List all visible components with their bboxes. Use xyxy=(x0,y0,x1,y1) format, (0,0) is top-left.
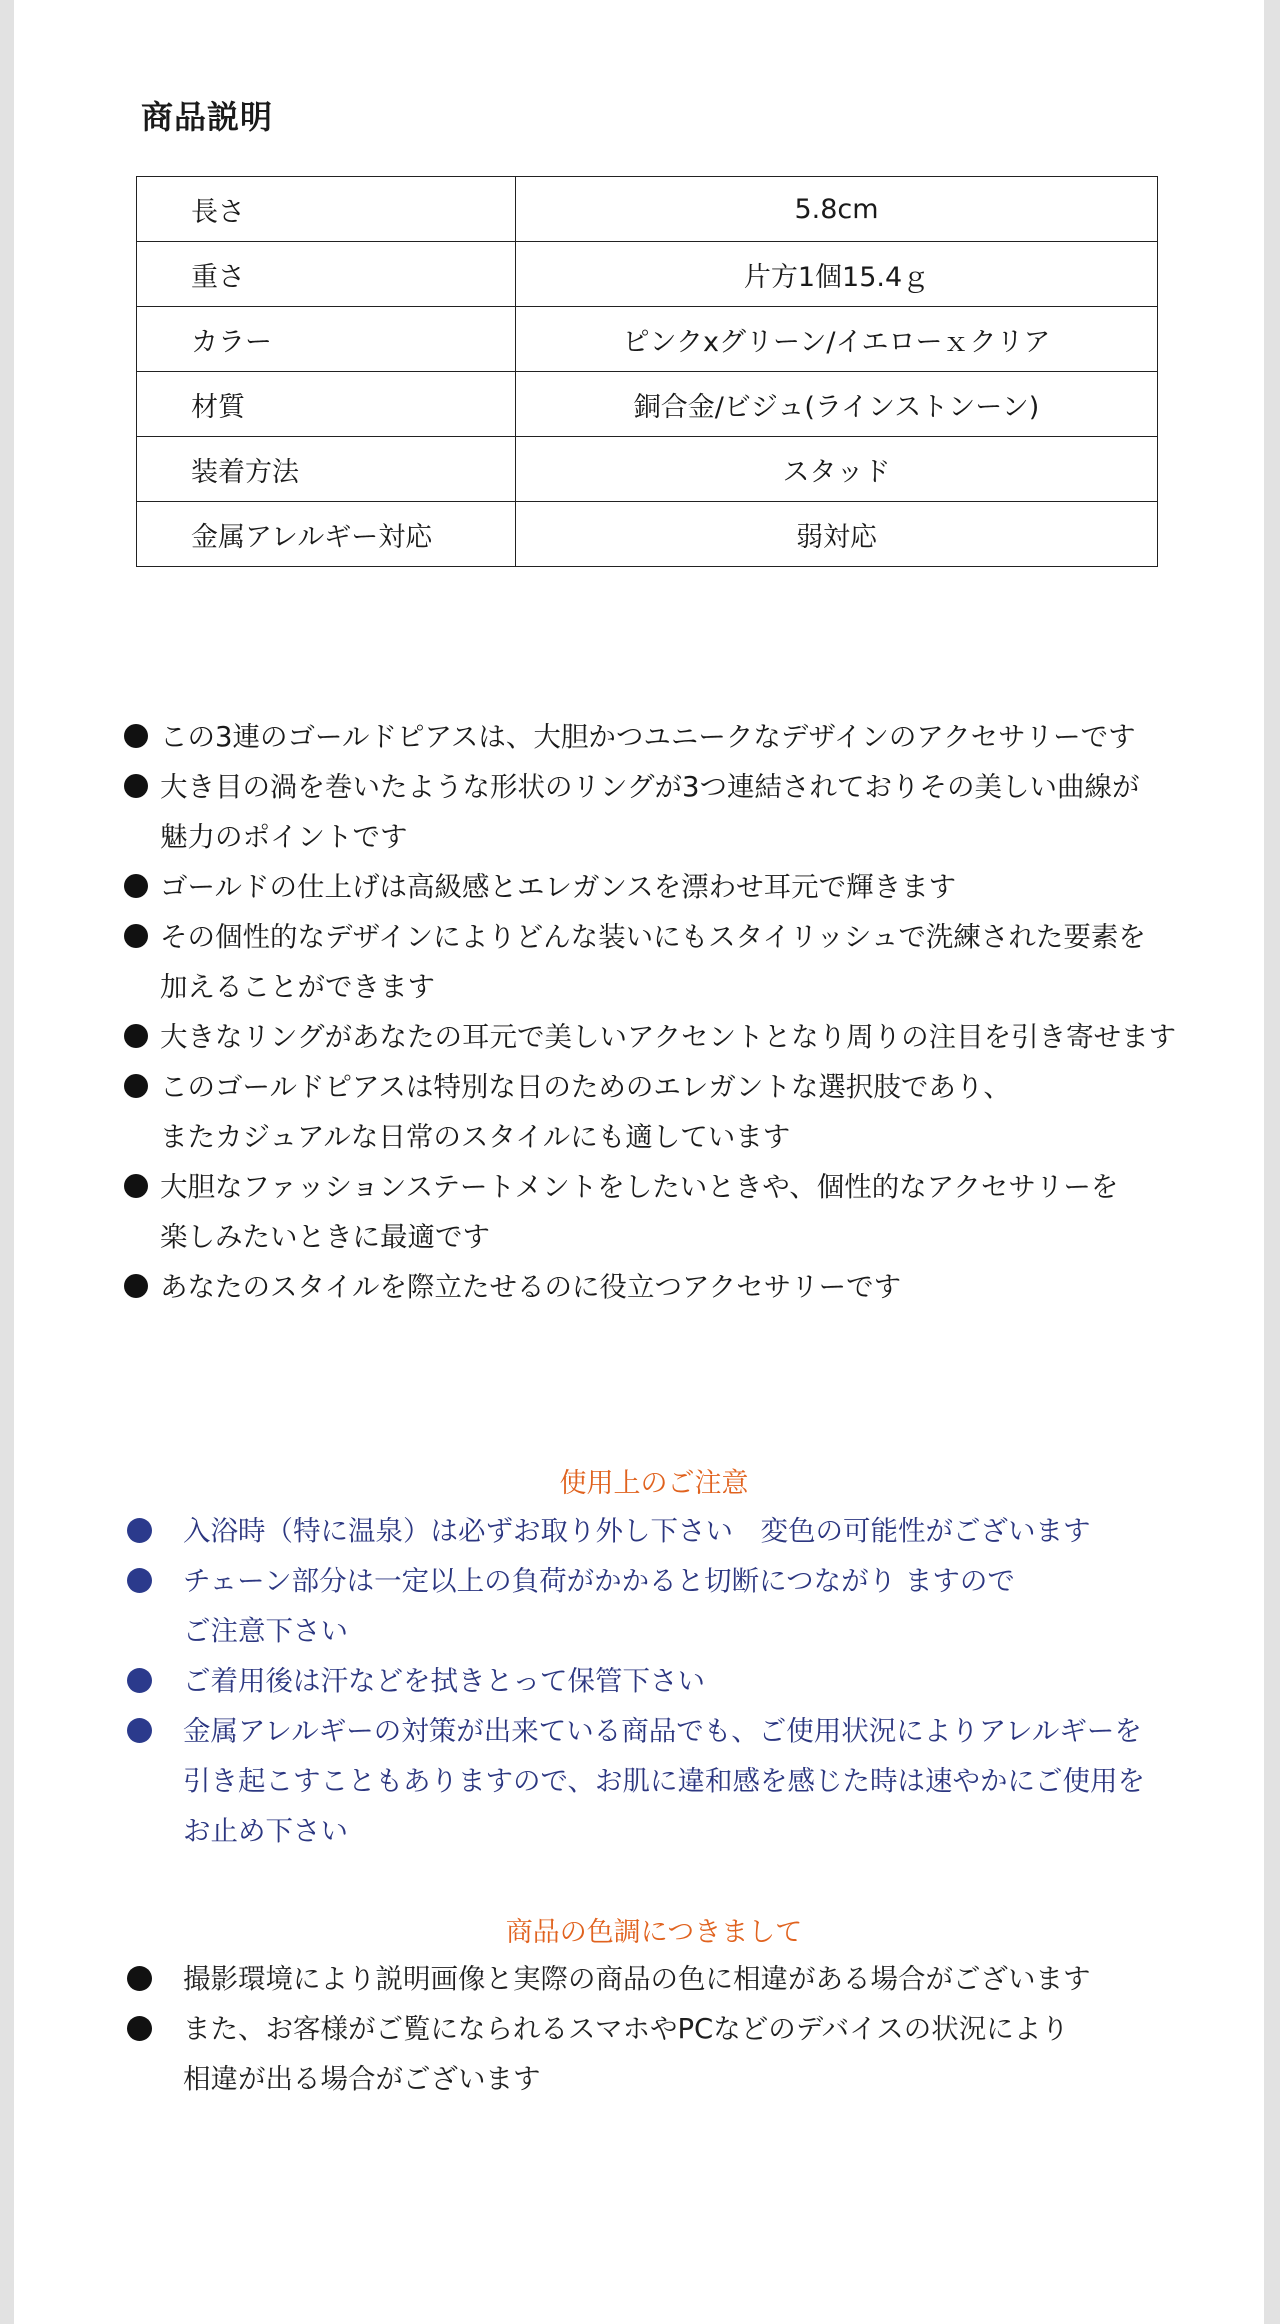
list-item-text: またカジュアルな日常のスタイルにも適しています xyxy=(160,1121,791,1153)
list-item-text: この3連のゴールドピアスは、大胆かつユニークなデザインのアクセサリーです xyxy=(160,721,1136,753)
list-item-text: 大きなリングがあなたの耳元で美しいアクセントとなり周りの注目を引き寄せます xyxy=(160,1021,1177,1053)
list-item xyxy=(14,1062,1240,1162)
feature-list xyxy=(14,712,1240,1312)
list-item xyxy=(14,1262,1240,1312)
bullet-icon xyxy=(124,1174,148,1198)
list-item-text: チェーン部分は一定以上の負荷がかかると切断につながり ますので xyxy=(183,1565,1015,1597)
product-description-page xyxy=(14,0,1264,2324)
list-item xyxy=(14,1556,1233,1656)
list-item xyxy=(14,1012,1240,1062)
spec-label: カラー xyxy=(137,307,516,372)
bullet-icon xyxy=(127,1568,152,1593)
list-item xyxy=(14,712,1240,762)
list-item-text: ゴールドの仕上げは高級感とエレガンスを漂わせ耳元で輝きます xyxy=(160,871,957,903)
spec-value: ピンクxグリーン/イエローｘクリア xyxy=(516,307,1158,372)
bullet-icon xyxy=(127,1668,152,1693)
list-item xyxy=(14,912,1240,1012)
caution-heading: 使用上のご注意 xyxy=(559,1468,749,1499)
list-item-text: 撮影環境により説明画像と実際の商品の色に相違がある場合がございます xyxy=(183,1963,1091,1995)
list-item xyxy=(14,862,1240,912)
color-note-heading: 商品の色調につきまして xyxy=(505,1917,803,1948)
list-item-text: また、お客様がご覧になられるスマホやPCなどのデバイスの状況により xyxy=(183,2013,1069,2045)
list-item-text: お止め下さい xyxy=(183,1815,348,1847)
list-item xyxy=(14,2004,1233,2104)
list-item-text: 大き目の渦を巻いたような形状のリングが3つ連結されておりその美しい曲線が xyxy=(160,771,1140,803)
list-item xyxy=(14,1706,1233,1856)
spec-value: スタッド xyxy=(516,437,1158,502)
list-item-text: 加えることができます xyxy=(160,971,435,1003)
list-item xyxy=(14,1656,1233,1706)
list-item xyxy=(14,1162,1240,1262)
list-item xyxy=(14,1506,1233,1556)
spec-value: 片方1個15.4ｇ xyxy=(516,242,1158,307)
spec-title: 商品説明 xyxy=(141,98,274,136)
bullet-icon xyxy=(124,724,148,748)
list-item-text: その個性的なデザインによりどんな装いにもスタイリッシュで洗練された要素を xyxy=(160,921,1146,953)
caution-list xyxy=(14,1506,1233,1856)
bullet-icon xyxy=(124,1074,148,1098)
spec-row-color xyxy=(137,307,1158,372)
spec-label: 装着方法 xyxy=(137,437,516,502)
list-item-text: 相違が出る場合がございます xyxy=(183,2063,541,2095)
spec-row-material xyxy=(137,372,1158,437)
list-item-text: あなたのスタイルを際立たせるのに役立つアクセサリーです xyxy=(160,1271,902,1303)
spec-label: 金属アレルギー対応 xyxy=(137,502,516,567)
list-item-text: 引き起こすこともありますので、お肌に違和感を感じた時は速やかにご使用を xyxy=(183,1765,1145,1797)
spec-label: 重さ xyxy=(137,242,516,307)
bullet-icon xyxy=(127,2016,152,2041)
bullet-icon xyxy=(124,924,148,948)
bullet-icon xyxy=(124,774,148,798)
spec-row-weight xyxy=(137,242,1158,307)
spec-value: 5.8cm xyxy=(516,177,1158,242)
bullet-icon xyxy=(124,1024,148,1048)
bullet-icon xyxy=(127,1518,152,1543)
spec-label: 材質 xyxy=(137,372,516,437)
list-item-text: 楽しみたいときに最適です xyxy=(160,1221,490,1253)
list-item-text: 入浴時（特に温泉）は必ずお取り外し下さい 変色の可能性がございます xyxy=(183,1515,1091,1547)
list-item xyxy=(14,762,1240,862)
spec-row-allergy xyxy=(137,502,1158,567)
list-item-text: 大胆なファッションステートメントをしたいときや、個性的なアクセサリーを xyxy=(160,1171,1119,1203)
spec-row-length xyxy=(137,177,1158,242)
list-item-text: 魅力のポイントです xyxy=(160,821,408,853)
spec-value: 弱対応 xyxy=(516,502,1158,567)
bullet-icon xyxy=(124,874,148,898)
bullet-icon xyxy=(124,1274,148,1298)
spec-value: 銅合金/ビジュ(ラインストンーン) xyxy=(516,372,1158,437)
spec-label: 長さ xyxy=(137,177,516,242)
spec-row-fastening xyxy=(137,437,1158,502)
spec-table xyxy=(136,176,1158,567)
list-item xyxy=(14,1954,1233,2004)
list-item-text: ご着用後は汗などを拭きとって保管下さい xyxy=(183,1665,705,1697)
list-item-text: 金属アレルギーの対策が出来ている商品でも、ご使用状況によりアレルギーを xyxy=(183,1715,1142,1747)
color-note-list xyxy=(14,1954,1233,2104)
bullet-icon xyxy=(127,1966,152,1991)
list-item-text: このゴールドピアスは特別な日のためのエレガントな選択肢であり、 xyxy=(160,1071,1011,1103)
list-item-text: ご注意下さい xyxy=(183,1615,348,1647)
bullet-icon xyxy=(127,1718,152,1743)
